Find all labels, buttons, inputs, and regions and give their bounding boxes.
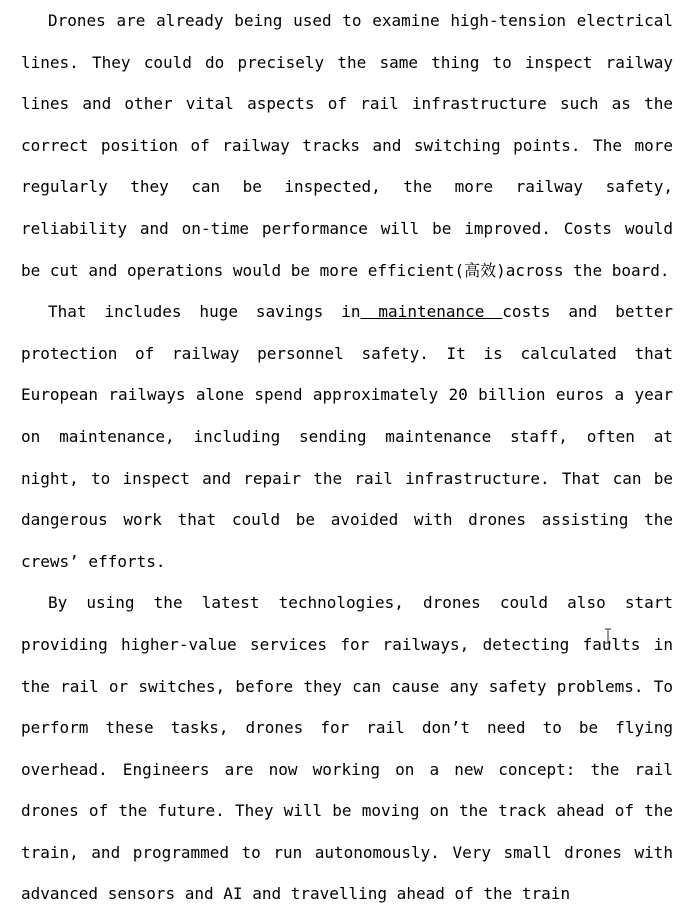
paragraph-2-end: costs and better protection of railway personnel safety. It is calculated that European railways alone spend approximately 20 billion euros a year on maintenance, including sending maintenance staff, often at night, to inspect and repair the rail infrastructure. That can be dangerous work that could be avoided with drones assisting the crews’ efforts. — [21, 302, 673, 571]
document-body — [21, 0, 673, 915]
paragraph-3: By using the latest technologies, drones could also start providing higher-value services for railways, detecting faults in the rail or switches, before they can cause any safety problems. To perform these tasks, drones for rail don’t need to be flying overhead. Engineers are now working on a new concept: the rail drones of the future. They will be moving on the track ahead of the train, and programmed to run autonomously. Very small drones with advanced sensors and AI and travelling ahead of the train — [21, 593, 673, 904]
paragraph-1: Drones are already being used to examine high-tension electrical lines. They could do precisely the same thing to inspect railway lines and other vital aspects of rail infrastructure such as the correct position of railway tracks and switching points. The more regularly they can be inspected, the more railway safety, reliability and on-time performance will be improved. Costs would be cut and operations would be more efficient(高效)across the board. — [21, 11, 673, 280]
text-cursor-icon — [604, 628, 612, 644]
underlined-word: maintenance — [360, 302, 503, 322]
paragraph-2-start: That includes huge savings in — [48, 302, 361, 322]
paragraph-2 — [21, 291, 673, 582]
